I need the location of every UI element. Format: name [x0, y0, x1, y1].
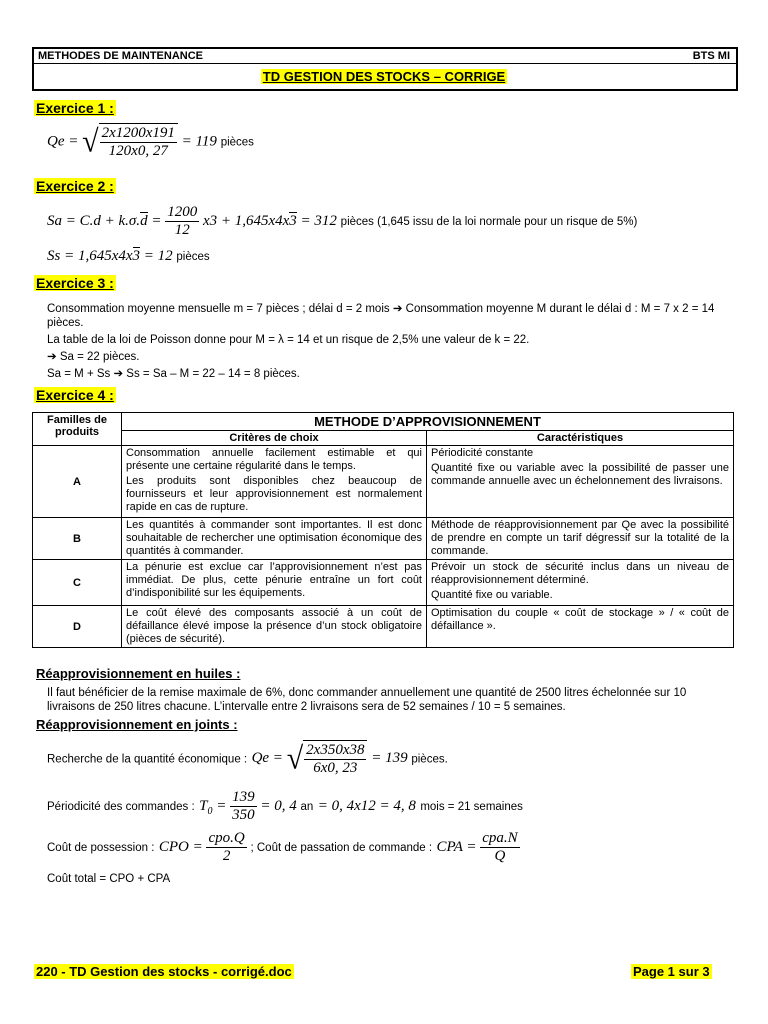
- economic-quantity-line: Recherche de la quantité économique : Qe = √ $\frac{2x350x38}{6x0, 23}$ = 139 pièces.: [47, 741, 448, 776]
- col-characteristics-header: Caractéristiques: [427, 431, 734, 446]
- exercise-3-body: [47, 302, 735, 381]
- criteria-cell: Le coût élevé des composants associé à un coût de défaillance élevé impose la présence d’un stock obligatoire (pièces de sécurité).: [122, 606, 427, 648]
- exercise-3-line-1: Consommation moyenne mensuelle m = 7 pièces ; délai d = 2 mois ➔ Consommation moyenne M durant le délai d : M = 7 x 2 = 14 pièces.: [47, 303, 715, 329]
- exercise-3-line-4: Sa = M + Ss ➔ Ss = Sa – M = 22 – 14 = 8 pièces.: [47, 368, 300, 380]
- exercise-3-line-2: La table de la loi de Poisson donne pour M = λ = 14 et un risque de 2,5% une valeur de k = 22.: [47, 334, 530, 346]
- col-family-header: Familles de produits: [33, 413, 122, 446]
- table-row: [33, 518, 734, 560]
- characteristics-cell: Prévoir un stock de sécurité inclus dans un niveau de réapprovisionnement déterminé. Quantité fixe ou variable.: [427, 560, 734, 606]
- joints-section-heading: Réapprovisionnement en joints :: [36, 717, 238, 732]
- exercise-2-sa-formula: Sa = C.d + k.σ.d = $\frac{1200}{12}$ x3 + 1,645x4x3 = 312 pièces (1,645 issu de la loi normale pour un risque de 5%): [47, 204, 638, 238]
- family-cell: C: [33, 560, 122, 606]
- family-cell: B: [33, 518, 122, 560]
- method-header: METHODE D’APPROVISIONNEMENT: [122, 413, 734, 431]
- characteristics-cell: Méthode de réapprovisionnement par Qe avec la possibilité de prendre en compte un tarif dégressif sur la totalité de la commande.: [427, 518, 734, 560]
- characteristics-cell: Optimisation du couple « coût de stockage » / « coût de défaillance ».: [427, 606, 734, 648]
- oil-section-text: Il faut bénéficier de la remise maximale de 6%, donc commander annuellement une quantité de 2500 litres échelonnée sur 10 livraisons de 250 litres chacune. L’intervalle entre 2 livraisons sera de 52 semaines / 10 = 5 semaines.: [47, 687, 687, 713]
- table-row: [33, 560, 734, 606]
- header-divider: [32, 63, 738, 64]
- criteria-cell: Les quantités à commander sont importantes. Il est donc souhaitable de rechercher une optimisation économique des quantités à commander.: [122, 518, 427, 560]
- table-row: [33, 446, 734, 518]
- exercise-3-heading: Exercice 3 :: [36, 275, 114, 291]
- criteria-cell: La pénurie est exclue car l’approvisionnement n’est pas immédiat. De plus, cette pénurie entraîne un fort coût d’indisponibilité sur les équipements.: [122, 560, 427, 606]
- page-title-text: TD GESTION DES STOCKS – CORRIGE: [262, 69, 506, 84]
- header-course: METHODES DE MAINTENANCE: [38, 50, 204, 62]
- exercise-1-heading: Exercice 1 :: [36, 100, 114, 116]
- page-title: [0, 68, 768, 86]
- characteristics-cell: Périodicité constante Quantité fixe ou variable avec la possibilité de passer une commande annuelle avec un échelonnement des livraisons.: [427, 446, 734, 518]
- exercise-1-formula: Qe = √ $\frac{2x1200x191}{120x0, 27}$ = 119 pièces: [47, 124, 254, 159]
- oil-section-heading: Réapprovisionnement en huiles :: [36, 666, 241, 681]
- col-criteria-header: Critères de choix: [122, 431, 427, 446]
- exercise-3-line-3: ➔ Sa = 22 pièces.: [47, 351, 140, 363]
- criteria-cell: Consommation annuelle facilement estimable et qui présente une certaine régularité dans le temps. Les produits sont disponibles chez beaucoup de fournisseurs et leur approvisionnement est normalement rapide en cas de rupture.: [122, 446, 427, 518]
- order-periodicity-line: Périodicité des commandes : $T_0$ = $\frac{139}{350}$ = 0, 4 an = 0, 4x12 = 4, 8 mois = 21 semaines: [47, 789, 523, 823]
- header-class: BTS MI: [692, 50, 730, 62]
- family-cell: A: [33, 446, 122, 518]
- footer-filename: 220 - TD Gestion des stocks - corrigé.doc: [36, 964, 292, 979]
- exercise-2-ss-formula: Ss = 1,645x4x3 = 12 pièces: [47, 248, 210, 264]
- supply-method-table: [32, 412, 734, 648]
- cost-formulas-line: Coût de possession : CPO = $\frac{\text{cpo.Q}}{2}$ ; Coût de passation de commande : CPA = $\frac{\text{cpa.N}}{Q}$: [47, 830, 518, 864]
- exercise-2-heading: Exercice 2 :: [36, 178, 114, 194]
- family-cell: D: [33, 606, 122, 648]
- total-cost-line: Coût total = CPO + CPA: [47, 873, 171, 885]
- table-row: [33, 606, 734, 648]
- footer-page-number: Page 1 sur 3: [633, 964, 710, 979]
- exercise-4-heading: Exercice 4 :: [36, 387, 114, 403]
